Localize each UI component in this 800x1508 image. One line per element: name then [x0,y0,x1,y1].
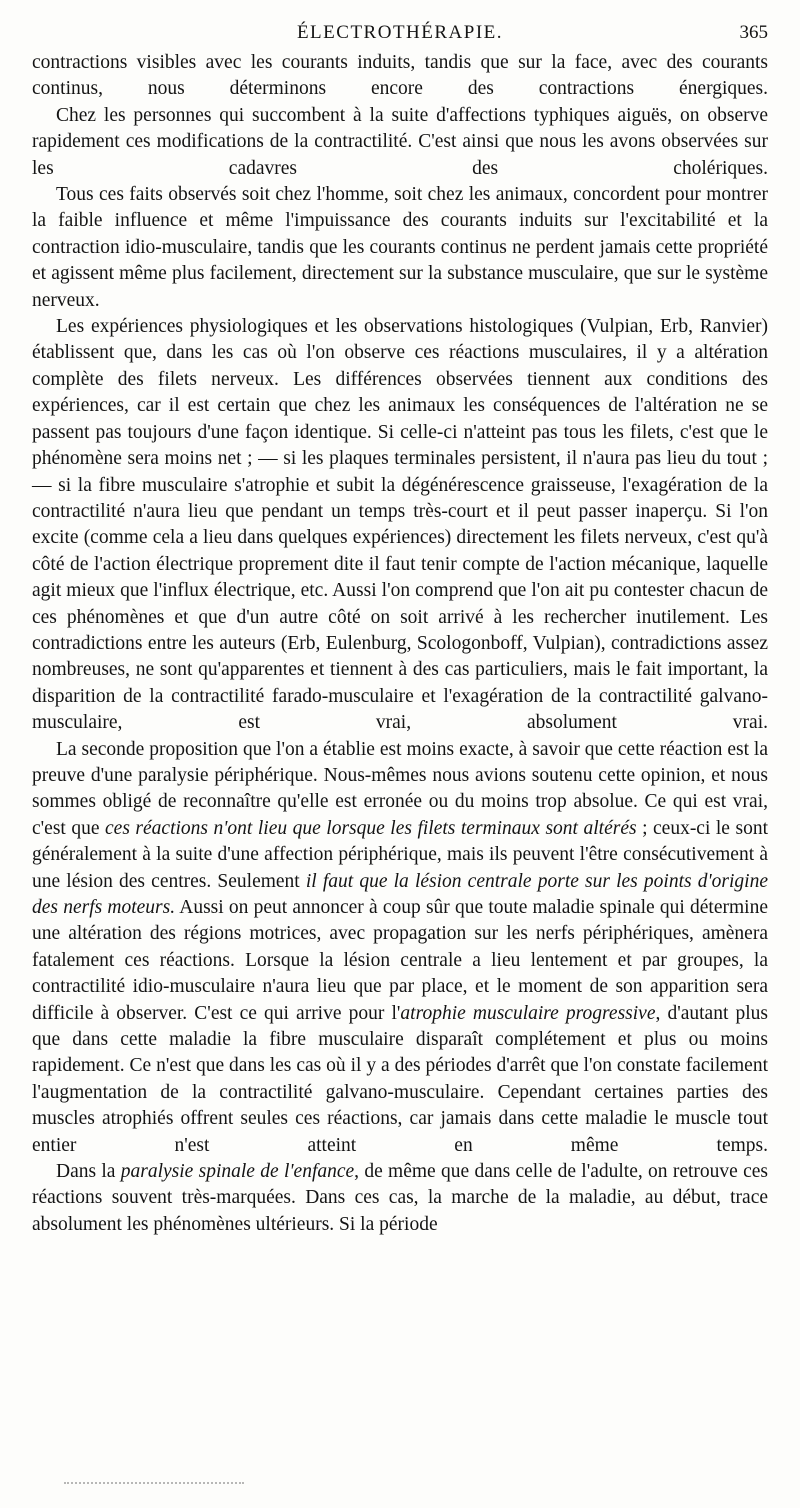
text-segment: ; ceux-ci le sont généralement à la suite d'une affection périphérique, mais ils peuvent l'être consécutivement à une lésion des centres. Seulement [32,817,768,892]
text-segment: La seconde proposition que l'on a établie est moins exacte, à savoir que cette réaction est la preuve d'une paralysie périphérique. Nous-mêmes nous avions soutenu cette opinion, et nous sommes obligé de reconnaître qu'elle est erronée ou du moins trop absolue. Ce qui est vrai, c'est que [32,738,768,839]
paragraph [32,182,768,314]
paragraph [32,737,768,1160]
paragraph [32,103,768,182]
italic-text-segment: atrophie musculaire progressive [400,1002,656,1024]
text-body [32,50,768,1238]
page-number: 365 [739,22,768,43]
paragraph [32,314,768,737]
text-segment: , de même que dans celle de l'adulte, on retrouve ces réactions souvent très-marquées. Dans ces cas, la marche de la maladie, au début, trace absolument les phénomènes ultérieurs. Si la période [32,1161,768,1235]
text-segment: , d'autant plus que dans cette maladie la fibre musculaire disparaît complétement et plus ou moins rapidement. Ce n'est que dans les cas où il y a des périodes d'arrêt que l'on constate facilement l'augmentation de la contractilité galvano-musculaire. Cependant certaines parties des muscles atrophiés offrent seules ces réactions, car jamais dans cette maladie le muscle tout entier n'est atteint en même temps. [32,1002,769,1156]
italic-text-segment: paralysie spinale de l'enfance [120,1161,355,1183]
text-segment: Dans la [56,1161,121,1183]
paragraph [32,1159,768,1238]
text-segment: Tous ces faits observés soit chez l'homme, soit chez les animaux, concordent pour montrer la faible influence et même l'impuissance des courants induits sur l'excitabilité et la contraction idio-musculaire, tandis que les courants continus ne perdent jamais cette propriété et agissent même plus facilement, directement sur la substance musculaire, que sur le système nerveux. [32,184,768,311]
running-head [32,22,768,48]
italic-text-segment: ces réactions n'ont lieu que lorsque les filets terminaux sont altérés [105,817,637,839]
text-segment: Chez les personnes qui succombent à la suite d'affections typhiques aiguës, on observe rapidement ces modifications de la contractilité. C'est ainsi que nous les avons observées sur les cadavres des cholériques. [32,104,768,179]
text-segment: Aussi on peut annoncer à coup sûr que toute maladie spinale qui détermine une altération des régions motrices, avec propagation sur les nerfs périphériques, amènera fatalement ces réactions. Lorsque la lésion centrale a lieu lentement et par groupes, la contractilité idio-musculaire n'aura lieu que par place, et le moment de son apparition sera difficile à observer. C'est ce qui arrive pour l' [32,897,768,1024]
italic-text-segment: il faut que la lésion centrale porte sur les points d'origine des nerfs moteurs. [32,870,768,918]
print-marks [64,1482,244,1488]
running-head-title: ÉLECTROTHÉRAPIE. [296,22,504,43]
text-segment: contractions visibles avec les courants induits, tandis que sur la face, avec des courants continus, nous déterminons encore des contractions énergiques. [32,52,768,100]
text-segment: Les expériences physiologiques et les observations histologiques (Vulpian, Erb, Ranvier) établissent que, dans les cas où l'on observe ces réactions musculaires, il y a altération complète des filets nerveux. Les différences observées tiennent aux conditions des expériences, car il est certain que chez les animaux les conséquences de l'altération ne se passent pas toujours d'une façon identique. Si celle-ci n'atteint pas tous les filets, c'est que le phénomène sera moins net ; — si les plaques terminales persistent, il n'aura pas lieu du tout ; — si la fibre musculaire s'atrophie et subit la dégénérescence graisseuse, l'exagération de la contractilité n'aura lieu que pendant un temps très-court et il peut passer inaperçu. Si l'on excite (comme cela a lieu dans quelques expériences) directement les filets nerveux, c'est qu'à côté de l'action électrique proprement dite il faut tenir compte de l'action mécanique, laquelle agit mieux que l'influx électrique, etc. Aussi l'on comprend que l'on ait pu contester chacun de ces phénomènes et que d'un autre côté on soit arrivé à les rechercher inutilement. Les contradictions entre les auteurs (Erb, Eulenburg, Scologonboff, Vulpian), contradictions assez nombreuses, ne sont qu'apparentes et tiennent à des cas particuliers, mais le fait important, la disparition de la contractilité farado-musculaire et l'exagération de la contractilité galvano-musculaire, est vrai, absolument vrai. [32,316,768,734]
paragraph [32,50,768,103]
